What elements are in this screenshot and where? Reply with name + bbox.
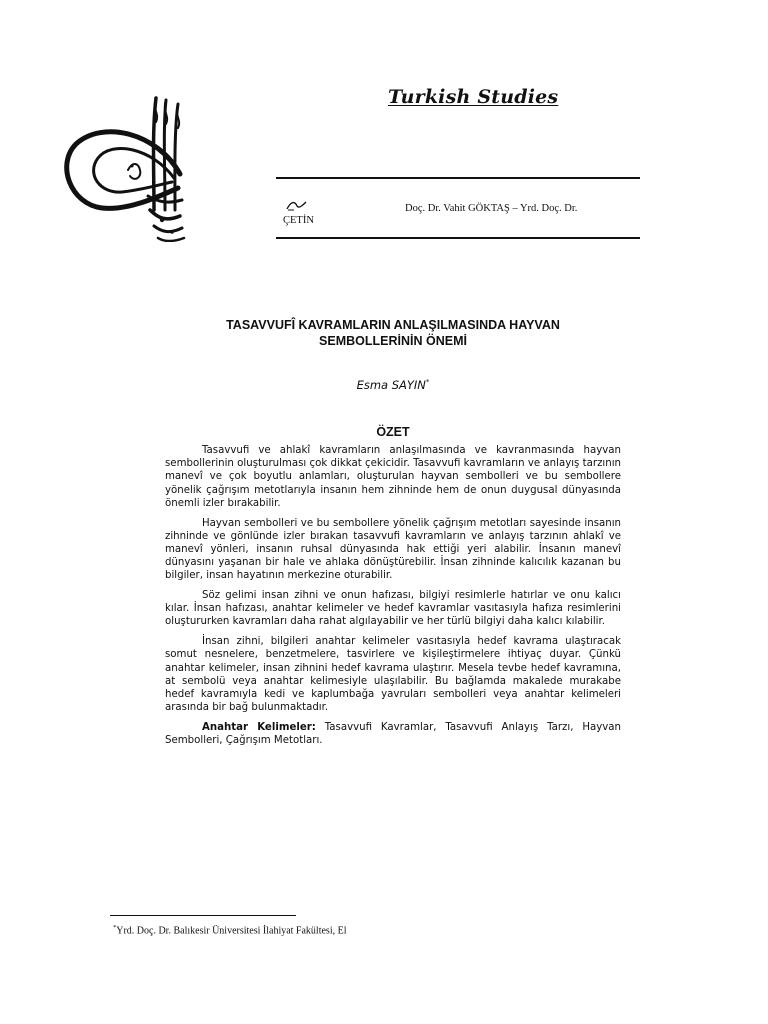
abstract-paragraph: İnsan zihni, bilgileri anahtar kelimeler vasıtasıyla hedef kavrama ulaştıracak somut nesnelere, benzetmelere, tasvirlere ve kişileştirmelere ihtiyaç duyar. Çünkü anahtar kelimeler, insan zihnini hedef kavrama ulaştırır. Mesela tevbe hedef kavramına, at sembolü veya anahtar kelimesiyle ulaşılabilir. Bu bağlamda makalede murakabe hedef kavramıyla kedi ve kaplumbağa yavruları sembolleri veya anahtar kelimeleri arasında bir bağ bulunmaktadır. [165,636,621,714]
tughra-logo [62,92,192,242]
header-authors-continued: ÇETİN [283,215,314,226]
abstract-paragraph: Hayvan sembolleri ve bu sembollere yönelik çağrışım metotları sayesinde insanın zihninde ve gönlünde izler bırakan tasavvufi kavramların ve anlayış tarzının ahlakî ve manevî yönleri, insanın ruhsal dünyasında hak ettiği yeri alabilir. İnsanın manevî dünyasını yaşanan bir hale ve ahlaka dönüştürebilir. İnsan zihninde kalıcılık kazanan bu bilgiler, insan hayatının merkezine oturabilir. [165,517,621,582]
footnote-separator [110,915,296,916]
footnote-text: Yrd. Doç. Dr. Balıkesir Üniversitesi İlahiyat Fakültesi, El [116,925,347,937]
keywords-label: Anahtar Kelimeler: [202,721,316,733]
footnote [113,924,346,936]
header-rule-bottom [276,237,640,239]
header-authors: Doç. Dr. Vahit GÖKTAŞ – Yrd. Doç. Dr. [405,203,578,214]
header-rule-top [276,177,640,179]
author-footnote-mark[interactable]: * [425,378,430,387]
article-title [164,317,622,349]
article-author [164,378,622,392]
article-title-line1: TASAVVUFÎ KAVRAMLARIN ANLAŞILMASINDA HAYVAN [226,318,560,332]
keywords-text: Tasavvufi Kavramlar, Tasavvufi Anlayış Tarzı, Hayvan Sembolleri, Çağrışım Metotları. [165,721,621,747]
author-name: Esma SAYIN [356,378,426,392]
footnote-mark: * [113,924,117,931]
abstract-paragraph: Söz gelimi insan zihni ve onun hafızası, bilgiyi resimlerle hatırlar ve onu kalıcı kılar. İnsan hafızası, anahtar kelimeler ve hedef kavramlar vasıtasıyla hafıza resimlerini oluştururken kavramları daha rahat algılayabilir ve her türlü bilgiyi daha kalıcı kılabilir. [165,590,621,628]
keywords [165,721,621,747]
abstract-heading: ÖZET [376,425,410,439]
abstract-body [165,444,621,754]
article-title-line2: SEMBOLLERİNİN ÖNEMİ [319,334,467,348]
pen-icon [285,199,307,211]
abstract-paragraph: Tasavvufi ve ahlakî kavramların anlaşılmasında ve kavranmasında hayvan sembollerinin oluşturulması çok dikkat çekicidir. Tasavvufi kavramların ve anlayış tarzının manevî ve çok boyutlu anlamları, oluşturulan hayvan sembolleri ve bu sembollere yönelik çağrışım metotlarıyla insanın hem zihninde hem de onun duygusal dünyasında önemli izler bırakabilir. [165,445,621,509]
journal-title: Turkish Studies [388,86,559,108]
